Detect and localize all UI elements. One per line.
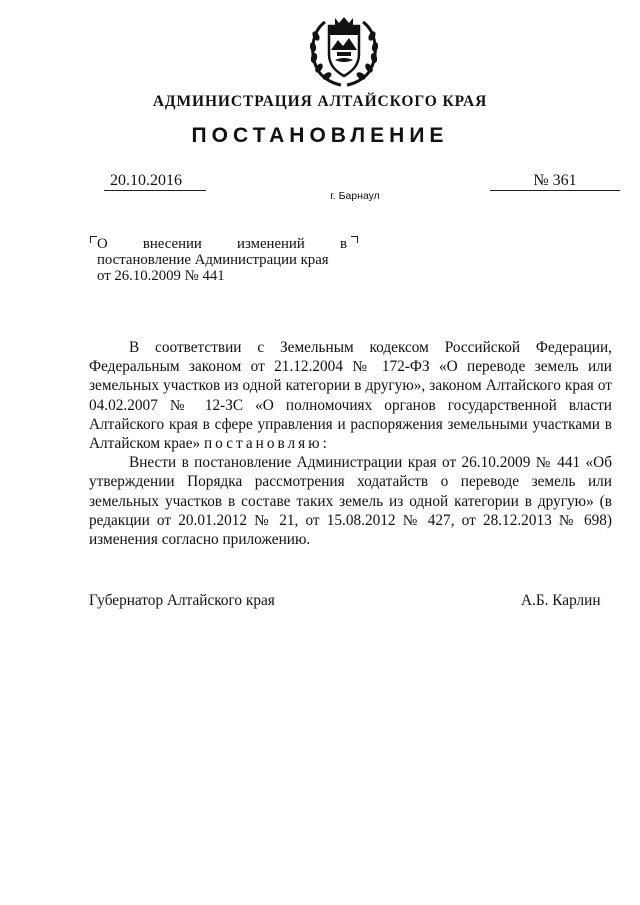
subject-line-2: постановление Администрации края (97, 252, 329, 268)
subject-word: внесении (142, 236, 202, 252)
subject-bracket-left (90, 236, 97, 243)
document-body (89, 338, 612, 549)
subject-word: изменений (237, 236, 305, 252)
subject-word: в (340, 236, 347, 252)
decree-word: постановляю: (203, 435, 330, 453)
altai-coat-of-arms-icon (305, 14, 383, 88)
document-number: № 361 (490, 172, 620, 191)
document-date: 20.10.2016 (104, 172, 206, 191)
document-subject (97, 236, 347, 284)
body-paragraph-2: Внести в постановление Администрации края от 26.10.2009 № 441 «Об утверждении Порядка рассмотрения ходатайств о переводе земель или земельных участков в составе таких земель из одной категории в другую» (в редакции от 20.01.2012 № 21, от 15.08.2012 № 427, от 28.12.2013 № 698) изменения согласно приложению. (89, 454, 612, 549)
body-paragraph-1 (89, 338, 612, 453)
subject-bracket-right (351, 236, 358, 243)
subject-word: О (97, 236, 108, 252)
document-type-title: ПОСТАНОВЛЕНИЕ (191, 124, 449, 147)
signer-title: Губернатор Алтайского края (89, 592, 275, 609)
body-paragraph-1-text: В соответствии с Земельным кодексом Российской Федерации, Федеральным законом от 21.12.2004 № 172-ФЗ «О переводе земель или земельных участков из одной категории в другую», законом Алтайского края от 04.02.2007 № 12-ЗС «О полномочиях органов государственной власти Алтайского края в сфере управления и распоряжения земельными участками в Алтайском крае» (89, 339, 612, 453)
subject-line-3: от 26.10.2009 № 441 (97, 268, 225, 284)
document-city: г. Барнаул (330, 190, 380, 202)
signer-name: А.Б. Карлин (521, 592, 601, 609)
subject-line-1 (97, 236, 347, 252)
organization-title: АДМИНИСТРАЦИЯ АЛТАЙСКОГО КРАЯ (152, 93, 488, 110)
